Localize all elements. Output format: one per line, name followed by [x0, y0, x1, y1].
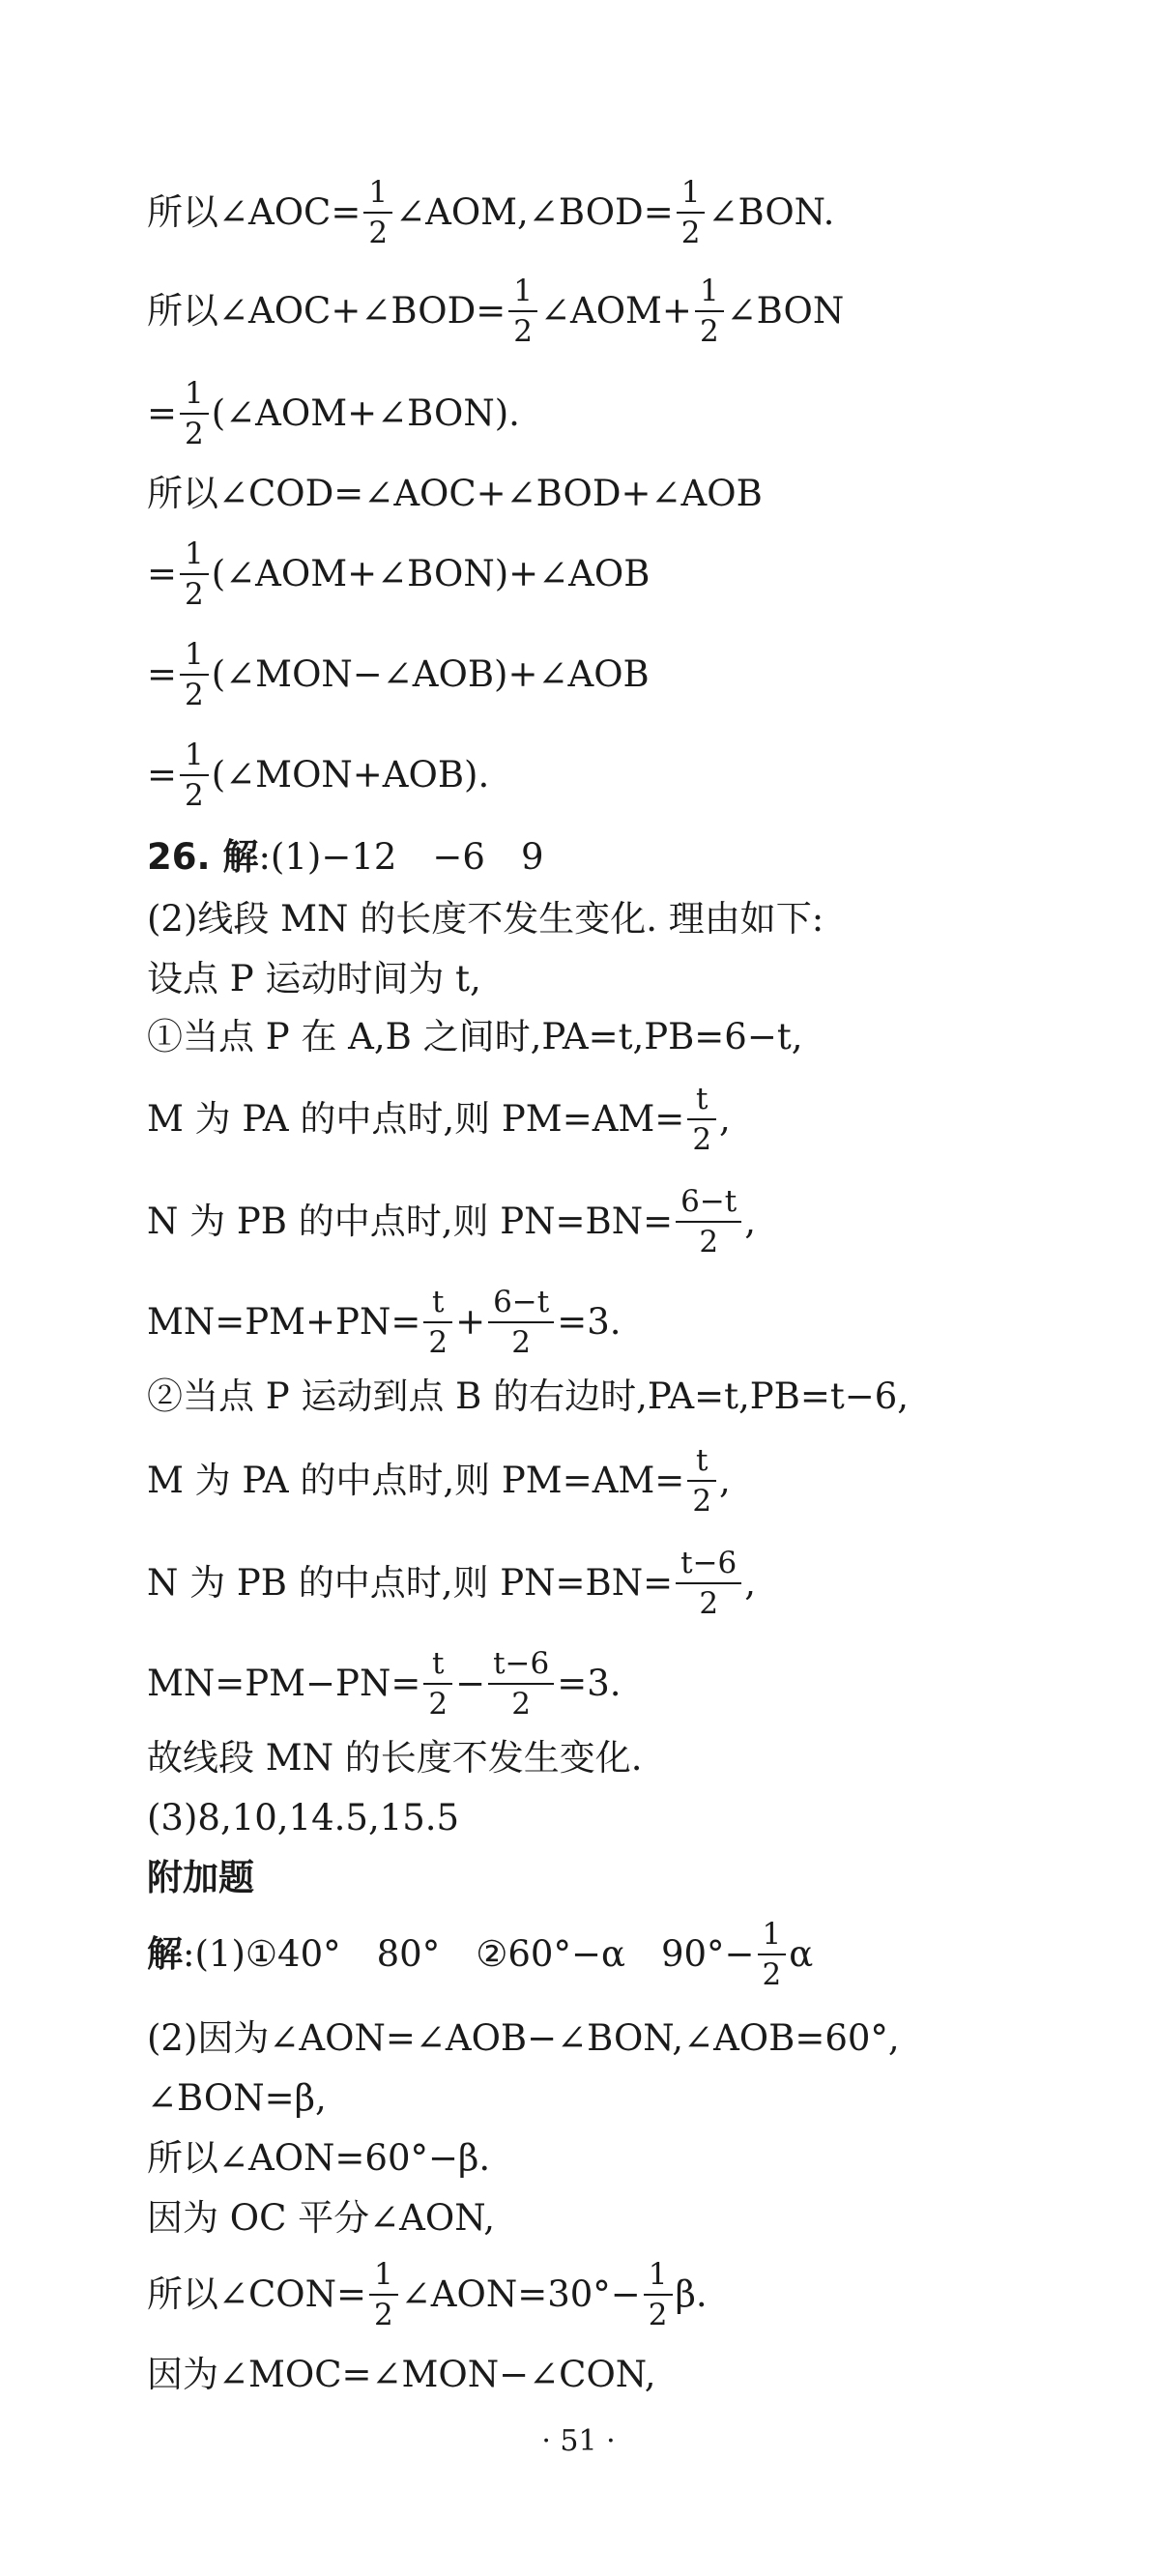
text-line: M 为 PA 的中点时,则 PM=AM= $\frac{t}{2}$ ,: [147, 1082, 731, 1158]
text-line: MN=PM−PN= $\frac{t}{2}$ − $\frac{t-6}{2}$ =3.: [147, 1646, 622, 1722]
fraction: $\frac{t}{2}$: [687, 1444, 716, 1518]
text-line: = $\frac{1}{2}$ (∠MON−∠AOB)+∠AOB: [147, 637, 650, 713]
text-line: 因为∠MOC=∠MON−∠CON,: [147, 2354, 656, 2396]
text-line: 因为 OC 平分∠AON,: [147, 2197, 495, 2240]
text-line: ②当点 P 运动到点 B 的右边时,PA=t,PB=t−6,: [147, 1375, 910, 1418]
fraction: $\frac{t-6}{2}$: [676, 1547, 741, 1620]
section-title: 附加题: [147, 1857, 254, 1899]
fraction: $\frac{t-6}{2}$: [488, 1647, 554, 1721]
text-line: 设点 P 运动时间为 t,: [147, 958, 481, 1000]
text-line: ∠BON=β,: [147, 2077, 327, 2120]
text-line: 故线段 MN 的长度不发生变化.: [147, 1737, 643, 1780]
fraction: $\frac{1}{2}$: [369, 2258, 398, 2331]
fraction: $\frac{t}{2}$: [423, 1647, 452, 1721]
fraction: $\frac{1}{2}$: [644, 2258, 673, 2331]
text-line: (2)因为∠AON=∠AOB−∠BON,∠AOB=60°,: [147, 2017, 900, 2060]
fraction: $\frac{6-t}{2}$: [488, 1286, 554, 1359]
text-line: 所以∠AON=60°−β.: [147, 2137, 491, 2180]
question-label: 26. 解: [147, 836, 259, 879]
fraction: $\frac{t}{2}$: [423, 1286, 452, 1359]
question-26-line: 26. 解:(1)−12 −6 9: [147, 836, 544, 879]
fraction: $\frac{1}{2}$: [363, 176, 392, 249]
text-line: 所以∠AOC+∠BOD= $\frac{1}{2}$ ∠AOM+ $\frac{1}{2}$ ∠BON: [147, 274, 845, 350]
text-line: = $\frac{1}{2}$ (∠AOM+∠BON).: [147, 376, 520, 452]
fraction: $\frac{1}{2}$: [180, 377, 209, 450]
text-line: (2)线段 MN 的长度不发生变化. 理由如下:: [147, 898, 824, 941]
answer-label: 解: [147, 1932, 183, 1975]
text-line: = $\frac{1}{2}$ (∠AOM+∠BON)+∠AOB: [147, 536, 651, 613]
fraction: $\frac{1}{2}$: [180, 638, 209, 711]
text-line: N 为 PB 的中点时,则 PN=BN= $\frac{6-t}{2}$ ,: [147, 1184, 757, 1260]
text-line: (3)8,10,14.5,15.5: [147, 1797, 460, 1839]
text-line: MN=PM+PN= $\frac{t}{2}$ + $\frac{6-t}{2}$ =3.: [147, 1285, 622, 1361]
fraction: $\frac{1}{2}$: [695, 275, 724, 348]
fraction: $\frac{t}{2}$: [687, 1083, 716, 1156]
text-line: 解:(1)①40° 80° ②60°−α 90°− $\frac{1}{2}$ α: [147, 1917, 814, 1993]
text-line: 所以∠AOC= $\frac{1}{2}$ ∠AOM,∠BOD= $\frac{1}{2}$ ∠BON.: [147, 175, 835, 251]
text-line: 所以∠COD=∠AOC+∠BOD+∠AOB: [147, 473, 763, 515]
fraction: $\frac{1}{2}$: [758, 1918, 787, 1991]
text-line: ①当点 P 在 A,B 之间时,PA=t,PB=6−t,: [147, 1016, 803, 1058]
text-line: M 为 PA 的中点时,则 PM=AM= $\frac{t}{2}$ ,: [147, 1443, 731, 1520]
page-number: · 51 ·: [541, 2424, 616, 2458]
fraction: $\frac{1}{2}$: [180, 738, 209, 812]
text-line: N 为 PB 的中点时,则 PN=BN= $\frac{t-6}{2}$ ,: [147, 1546, 757, 1622]
fraction: $\frac{1}{2}$: [677, 176, 706, 249]
text-line: 所以∠CON= $\frac{1}{2}$ ∠AON=30°− $\frac{1}{2}$ β.: [147, 2257, 708, 2333]
fraction: $\frac{1}{2}$: [180, 537, 209, 611]
fraction: $\frac{1}{2}$: [508, 275, 537, 348]
fraction: $\frac{6-t}{2}$: [676, 1185, 741, 1259]
section-heading: [147, 1856, 1118, 1899]
text-line: = $\frac{1}{2}$ (∠MON+AOB).: [147, 738, 490, 814]
